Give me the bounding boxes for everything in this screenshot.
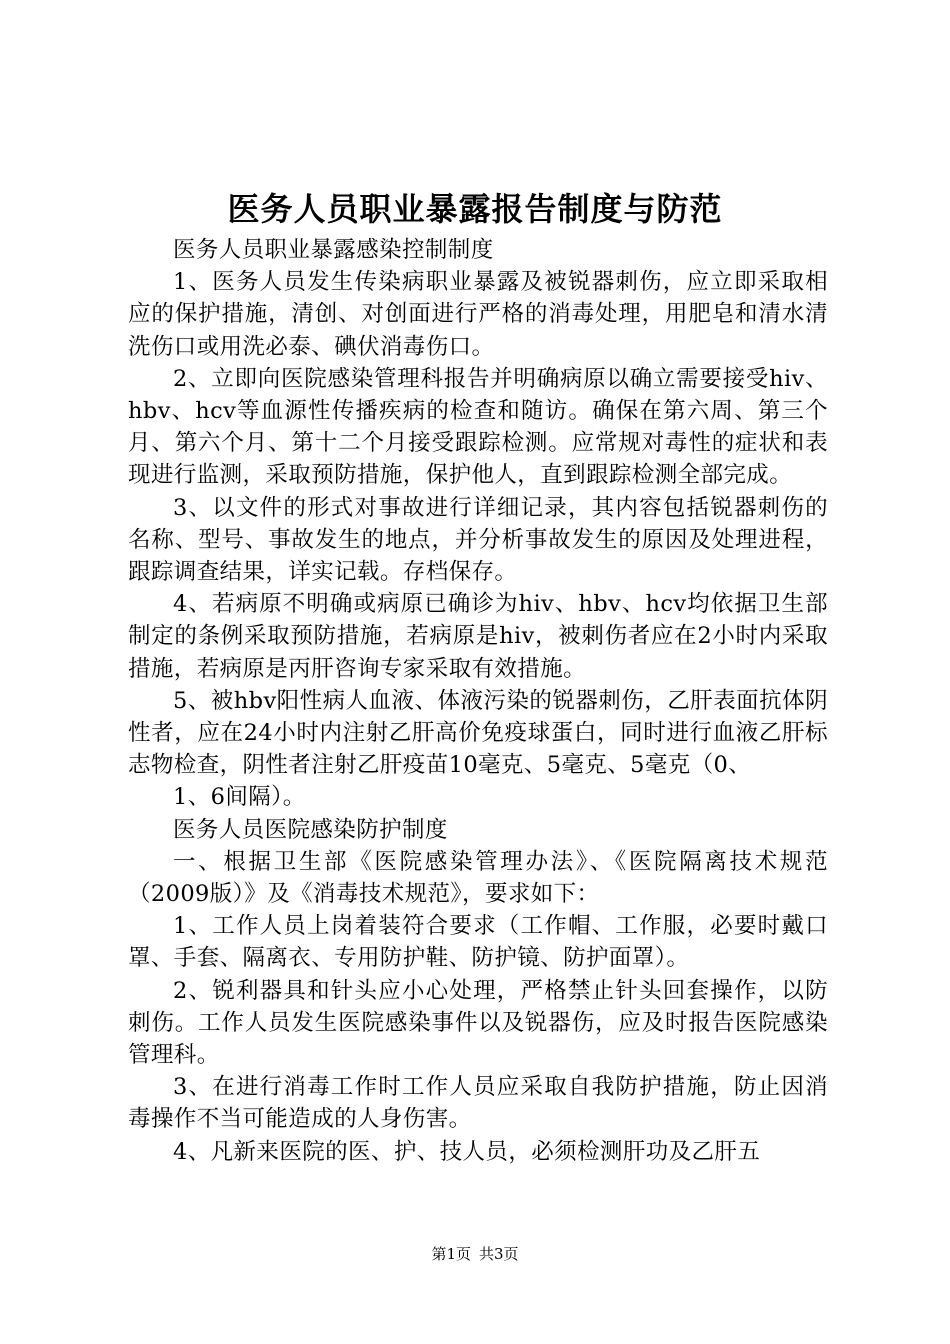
page-footer	[0, 1242, 950, 1266]
page-total: 共3页	[479, 1245, 519, 1263]
paragraph: 5、被hbv阳性病人血液、体液污染的锐器刺伤，乙肝表面抗体阴性者，应在24小时内注射乙肝高价免疫球蛋白，同时进行血液乙肝标志物检查，阴性者注射乙肝疫苗10毫克、5毫克、5毫克（0、	[128, 687, 828, 779]
paragraph: 2、立即向医院感染管理科报告并明确病原以确立需要接受hiv、hbv、hcv等血源性传播疾病的检查和随访。确保在第六周、第三个月、第六个月、第十二个月接受跟踪检测。应常规对毒性的症状和表现进行监测，采取预防措施，保护他人，直到跟踪检测全部完成。	[128, 365, 828, 489]
document-title: 医务人员职业暴露报告制度与防范	[227, 190, 723, 228]
paragraph: 一、根据卫生部《医院感染管理办法》、《医院隔离技术规范（2009版）》及《消毒技术规范》，要求如下：	[128, 848, 828, 908]
paragraph: 1、医务人员发生传染病职业暴露及被锐器刺伤，应立即采取相应的保护措施，清创、对创面进行严格的消毒处理，用肥皂和清水清洗伤口或用洗必泰、碘伏消毒伤口。	[128, 269, 828, 360]
document-body	[128, 234, 828, 1168]
paragraph: 3、以文件的形式对事故进行详细记录，其内容包括锐器刺伤的名称、型号、事故发生的地点，并分析事故发生的原因及处理进程，跟踪调查结果，详实记载。存档保存。	[128, 494, 828, 586]
section-heading: 医务人员医院感染防护制度	[173, 816, 448, 843]
page-number: 第1页	[431, 1245, 471, 1263]
section-heading: 医务人员职业暴露感染控制制度	[173, 237, 494, 263]
paragraph: 2、锐利器具和针头应小心处理，严格禁止针头回套操作，以防刺伤。工作人员发生医院感染事件以及锐器伤，应及时报告医院感染管理科。	[128, 977, 828, 1069]
paragraph: 1、6间隔）。	[173, 784, 306, 811]
paragraph: 3、在进行消毒工作时工作人员应采取自我防护措施，防止因消毒操作不当可能造成的人身伤害。	[128, 1074, 828, 1133]
paragraph: 4、凡新来医院的医、护、技人员，必须检测肝功及乙肝五	[173, 1138, 761, 1165]
paragraph: 4、若病原不明确或病原已确诊为hiv、hbv、hcv均依据卫生部制定的条例采取预防措施，若病原是hiv，被刺伤者应在2小时内采取措施，若病原是丙肝咨询专家采取有效措施。	[128, 591, 828, 682]
paragraph: 1、工作人员上岗着装符合要求（工作帽、工作服，必要时戴口罩、手套、隔离衣、专用防护鞋、防护镜、防护面罩）。	[128, 913, 828, 972]
